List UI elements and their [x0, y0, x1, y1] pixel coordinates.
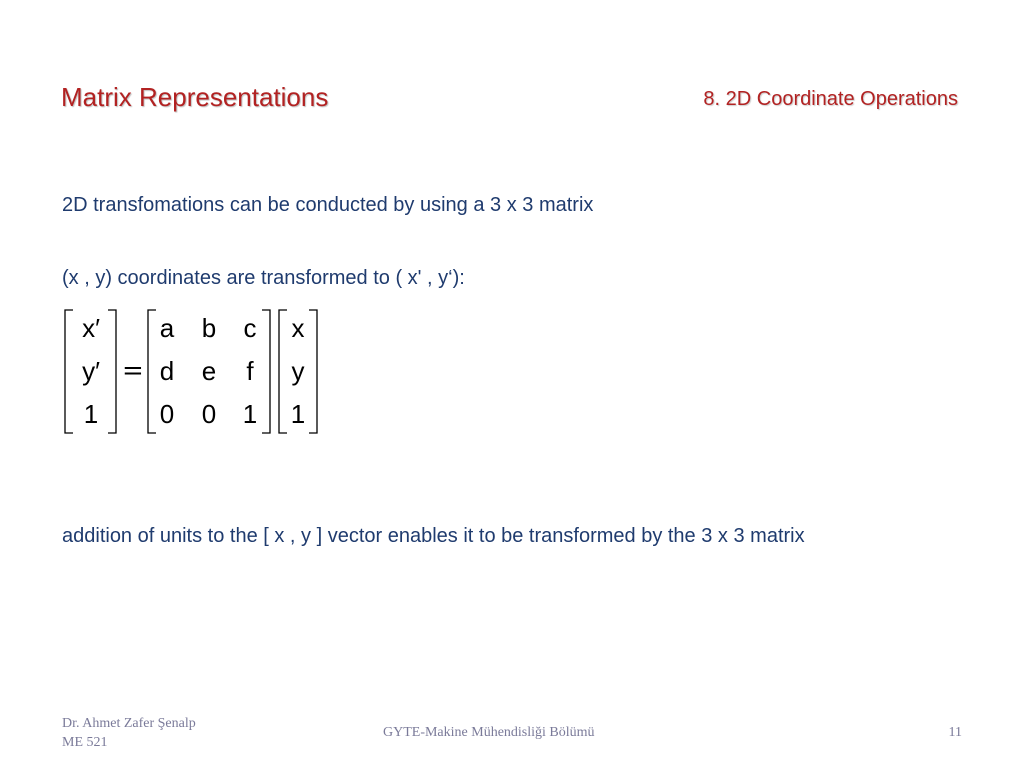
matrix-cell: 1	[242, 399, 258, 429]
equals-sign: =	[122, 356, 144, 386]
section-title: 8. 2D Coordinate Operations	[703, 88, 958, 110]
transformation-equation	[60, 306, 330, 440]
input-x: x	[291, 313, 305, 343]
page-number: 11	[948, 725, 962, 740]
bracket-right-result	[108, 310, 116, 433]
input-y: y	[291, 356, 305, 386]
matrix-cell: f	[246, 356, 254, 386]
footer-course: ME 521	[62, 735, 108, 750]
matrix-cell: 0	[201, 399, 217, 429]
slide-title: Matrix Representations	[61, 82, 329, 112]
footer-author: Dr. Ahmet Zafer Şenalp	[62, 716, 196, 731]
body-line-matrix-size: 2D transfomations can be conducted by using a 3 x 3 matrix	[62, 194, 594, 216]
input-one: 1	[290, 399, 306, 429]
bracket-left-result	[65, 310, 73, 433]
matrix-cell: d	[159, 356, 175, 386]
result-x-prime: x′	[82, 313, 100, 343]
body-line-unit-addition: addition of units to the [ x , y ] vector enables it to be transformed by the 3 x 3 matrix	[62, 525, 805, 547]
footer-author-block	[62, 714, 196, 752]
body-line-coordinates: (x , y) coordinates are transformed to ( x' , y‘):	[62, 267, 465, 289]
footer-department: GYTE-Makine Mühendisliği Bölümü	[383, 725, 595, 740]
result-y-prime: y′	[82, 356, 100, 386]
matrix-cell: 0	[159, 399, 175, 429]
matrix-cell: a	[159, 313, 175, 343]
matrix-cell: b	[201, 313, 217, 343]
bracket-right-matrix	[262, 310, 270, 433]
matrix-cell: e	[201, 356, 217, 386]
matrix-cell: c	[243, 313, 257, 343]
result-one: 1	[83, 399, 99, 429]
bracket-right-input	[309, 310, 317, 433]
